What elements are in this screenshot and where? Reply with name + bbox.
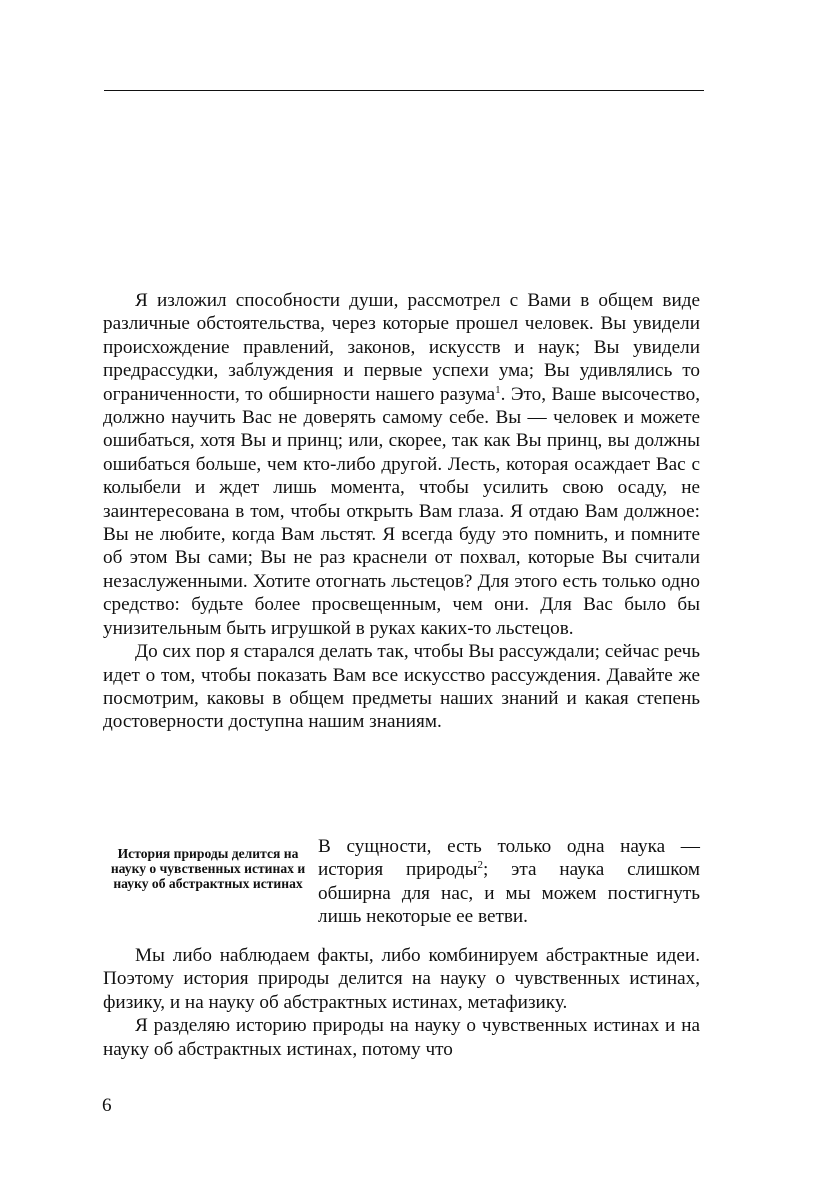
paragraph-4: Мы либо наблюдаем факты, либо комбинируем абстрактные идеи. Поэтому история природы делится на науку о чувственных истинах, физику, и на науку об абстрактных истинах, метафизику. — [103, 945, 700, 1013]
paragraph-1-text: Я изложил способности души, рассмотрел с Вами в общем виде различные обстоятельства, через которые прошел человек. Вы увидели происхождение правлений, законов, искусств и наук; Вы увидели предрассудки, заблуждения и первые успехи ума; Вы удивлялись то ограниченности, то обширности нашего разума — [103, 290, 700, 405]
paragraph-2: До сих пор я старался делать так, чтобы Вы рассуждали; сейчас речь идет о том, чтобы показать Вам все искусство рассуждения. Давайте же посмотрим, каковы в общем предметы наших знаний и какая степень достоверности доступна нашим знаниям. — [103, 641, 700, 733]
paragraph-3 — [318, 835, 700, 929]
paragraph-3-continued: ; эта наука слишком обширна для нас, и мы можем постигнуть лишь некоторые ее ветви. — [318, 859, 700, 928]
page-number: 6 — [102, 1095, 112, 1116]
footnote-ref-2[interactable]: 2 — [477, 859, 483, 872]
main-text-upper — [103, 289, 700, 734]
paragraph-5: Я разделяю историю природы на науку о чувственных истинах и на науку об абстрактных истинах, потому что — [103, 1015, 700, 1060]
paragraph-3-text: В сущности, есть только одна наука — история природы — [318, 836, 700, 881]
main-text-lower — [103, 944, 700, 1061]
paragraph-1-continued: . Это, Ваше высочество, должно научить Вас не доверять самому себе. Вы — человек и можете ошибаться, хотя Вы и принц; или, скорее, так как Вы принц, вы должны ошибаться больше, чем кто-либо другой. Лесть, которая осаждает Вас с колыбели и ждет лишь момента, чтобы усилить свою осаду, не заинтересована в том, чтобы открыть Вам глаза. Я отдаю Вам должное: Вы не любите, когда Вам льстят. Я всегда буду это помнить, и помните об этом Вы сами; Вы не раз краснели от похвал, которые Вы считали незаслуженными. Хотите отогнать льстецов? Для этого есть только одно средство: будьте более просвещенным, чем они. Для Вас было бы унизительным быть игрушкой в руках каких-то льстецов. — [103, 383, 700, 639]
footnote-ref-1[interactable]: 1 — [495, 383, 501, 396]
header-rule — [104, 90, 704, 91]
paragraph-1 — [103, 289, 700, 640]
margin-heading: История природы делится на науку о чувственных истинах и науку об абстрактных истинах — [110, 846, 306, 892]
